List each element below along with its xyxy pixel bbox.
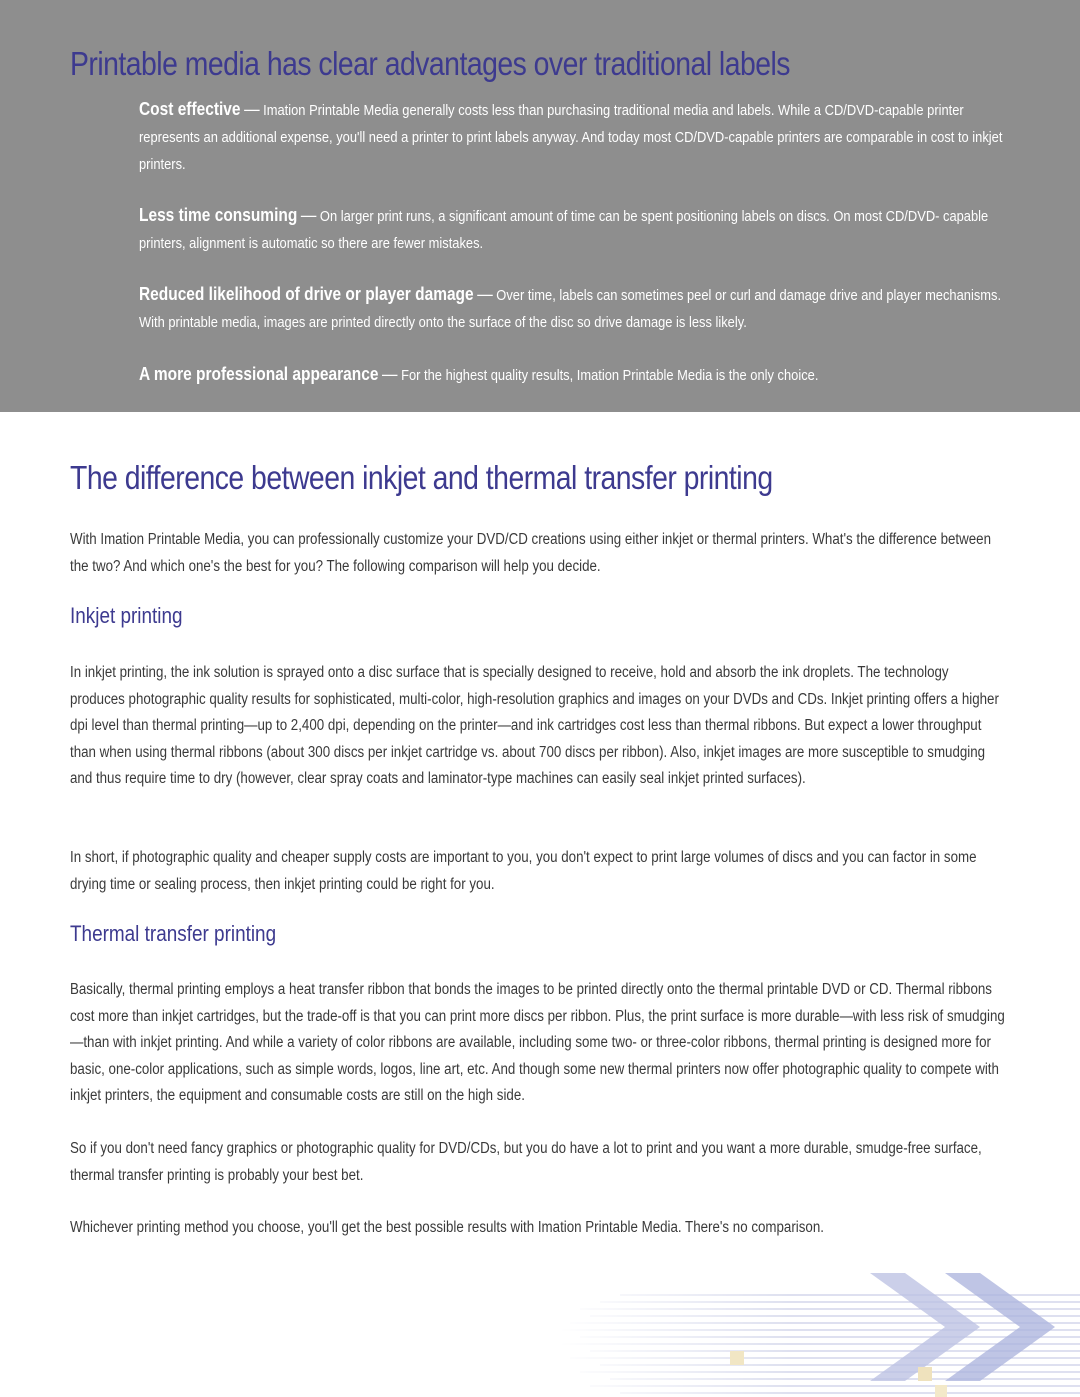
- advantage-lead: Cost effective: [139, 99, 241, 119]
- advantage-item-less-time: [139, 202, 1008, 257]
- advantage-lead: Reduced likelihood of drive or player damage: [139, 284, 474, 304]
- chevron-stripes-decoration: [560, 1255, 1080, 1397]
- thermal-heading: Thermal transfer printing: [70, 921, 277, 946]
- em-dash: —: [244, 99, 260, 119]
- advantage-text: For the highest quality results, Imation Printable Media is the only choice.: [401, 367, 819, 384]
- difference-heading: The difference between inkjet and thermal transfer printing: [70, 459, 773, 496]
- closing-paragraph: Whichever printing method you choose, you'll get the best possible results with Imation Printable Media. There's no comparison.: [70, 1219, 824, 1236]
- em-dash: —: [382, 364, 398, 384]
- advantage-lead: Less time consuming: [139, 205, 298, 225]
- advantage-text: Imation Printable Media generally costs less than purchasing traditional media and labels. While a CD/DVD-capable printer represents an additional expense, you'll need a printer to print labels anyway. And today most CD/DVD-capable printers are comparable in cost to inkjet printers.: [139, 102, 1003, 173]
- advantage-item-professional: [139, 361, 1008, 389]
- advantage-item-reduced-damage: [139, 281, 1008, 336]
- em-dash: —: [300, 205, 317, 225]
- advantages-heading: Printable media has clear advantages over traditional labels: [70, 45, 790, 82]
- thermal-paragraph-2: So if you don't need fancy graphics or photographic quality for DVD/CDs, but you do have a lot to print and you want a more durable, smudge-free surface, thermal transfer printing is probably your best bet.: [70, 1140, 982, 1184]
- inkjet-heading: Inkjet printing: [70, 603, 183, 628]
- advantage-item-cost-effective: [139, 96, 1008, 178]
- inkjet-paragraph-1: In inkjet printing, the ink solution is sprayed onto a disc surface that is specially designed to receive, hold and absorb the ink droplets. The technology produces photographic quality results for sophisticated, multi-color, high-resolution graphics and images on your DVDs and CDs. Inkjet printing offers a higher dpi level than thermal printing—up to 2,400 dpi, depending on the printer—and ink cartridges cost less than thermal ribbons. But expect a lower throughput than when using thermal ribbons (about 300 discs per inkjet cartridge vs. about 700 discs per ribbon). Also, inkjet images are more susceptible to smudging and thus require time to dry (however, clear spray coats and laminator-type machines can easily seal inkjet printed surfaces).: [70, 664, 999, 787]
- em-dash: —: [477, 284, 493, 304]
- advantage-lead: A more professional appearance: [139, 364, 379, 384]
- advantage-text: On larger print runs, a significant amount of time can be spent positioning labels on discs. On most CD/DVD- capable printers, alignment is automatic so there are fewer mistakes.: [139, 208, 989, 252]
- thermal-paragraph-1: Basically, thermal printing employs a heat transfer ribbon that bonds the images to be printed directly onto the thermal printable DVD or CD. Thermal ribbons cost more than inkjet cartridges, but the trade-off is that you can print more discs per ribbon. Plus, the print surface is more durable—with less risk of smudging—than with inkjet printing. And while a variety of color ribbons are available, including some two- or three-color ribbons, thermal printing is designed more for basic, one-color applications, such as simple words, logos, line art, etc. And though some new thermal printers now offer photographic quality to compete with inkjet printers, the equipment and consumable costs are still on the high side.: [70, 981, 1005, 1104]
- intro-paragraph: With Imation Printable Media, you can professionally customize your DVD/CD creations using either inkjet or thermal printers. What's the difference between the two? And which one's the best for you? The following comparison will help you decide.: [70, 531, 992, 575]
- inkjet-paragraph-2: In short, if photographic quality and cheaper supply costs are important to you, you don't expect to print large volumes of discs and you can factor in some drying time or sealing process, then inkjet printing could be right for you.: [70, 849, 977, 893]
- advantage-text: Over time, labels can sometimes peel or curl and damage drive and player mechanisms. With printable media, images are printed directly onto the surface of the disc so drive damage is less likely.: [139, 287, 1002, 331]
